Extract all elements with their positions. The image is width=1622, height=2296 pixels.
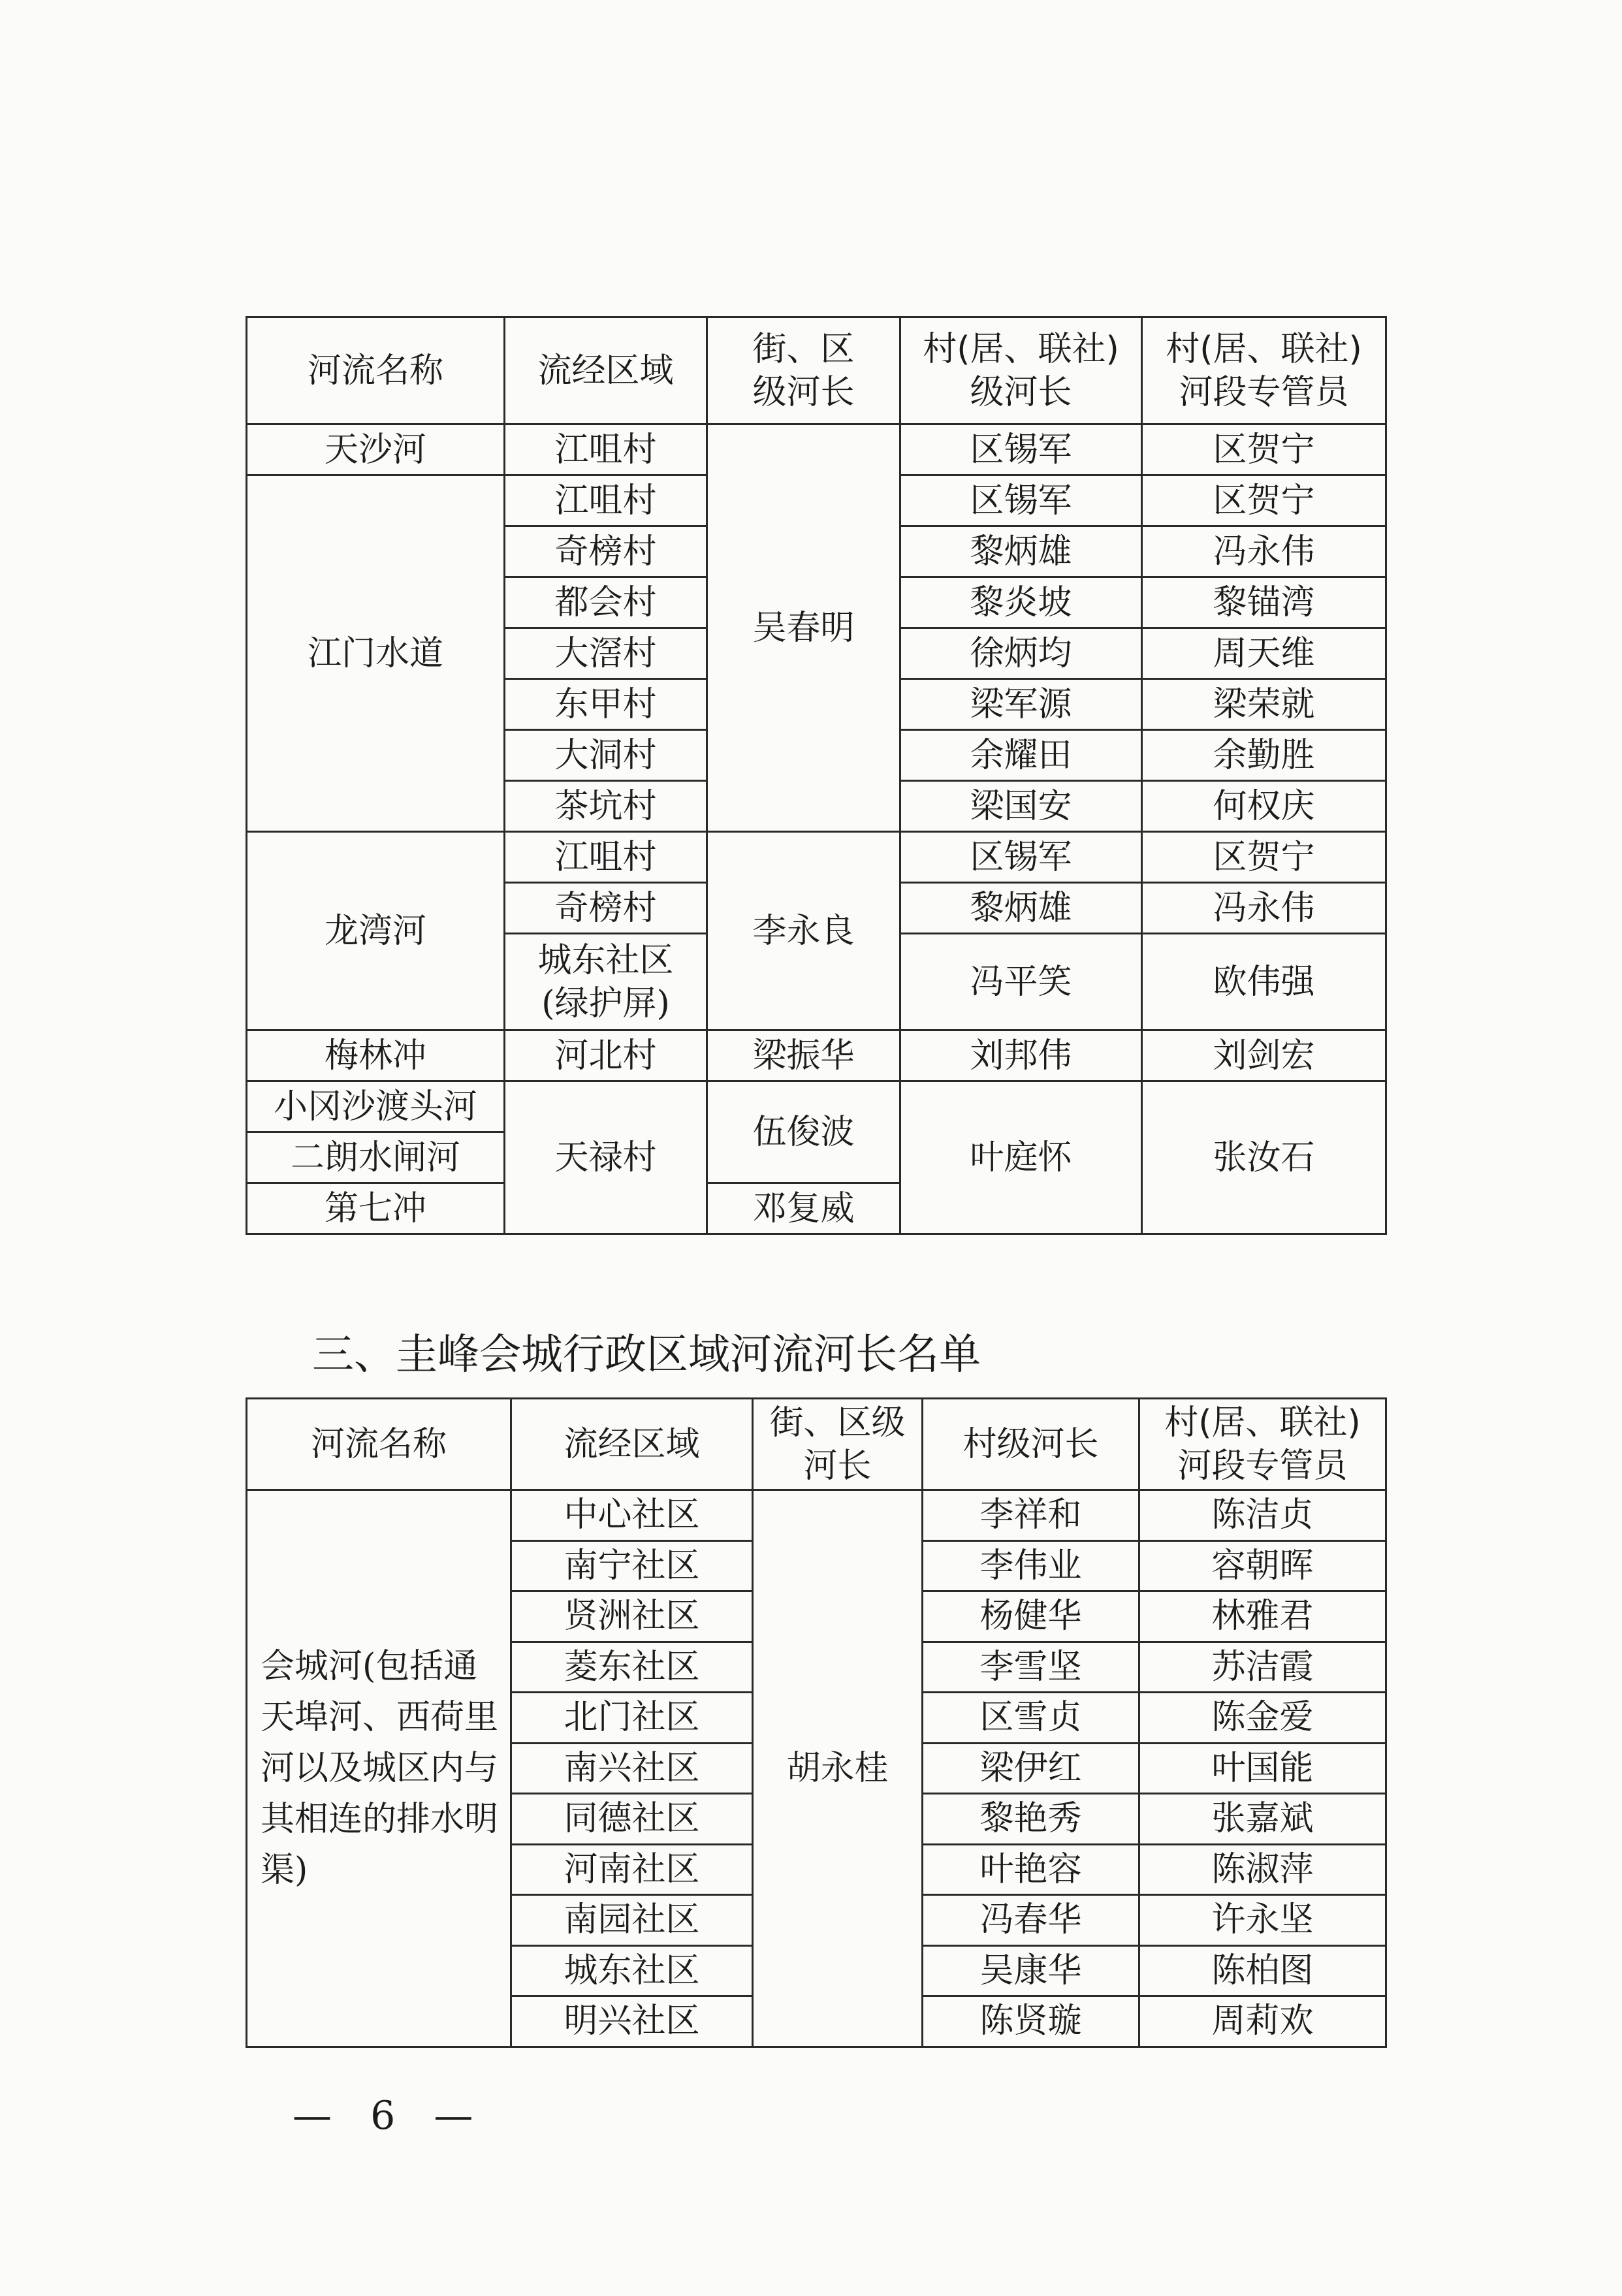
area-cell: 北门社区: [511, 1693, 753, 1744]
manager-cell: 何权庆: [1142, 781, 1386, 832]
table-row: [247, 1081, 1386, 1132]
river-chief-table-2: [246, 1397, 1387, 2048]
area-cell: 奇榜村: [505, 526, 707, 577]
area-cell: 同德社区: [511, 1794, 753, 1845]
manager-cell: 陈淑萍: [1139, 1844, 1386, 1895]
village-chief-cell: 叶艳容: [923, 1844, 1139, 1895]
manager-cell: 冯永伟: [1142, 883, 1386, 934]
village-chief-cell: 叶庭怀: [900, 1081, 1142, 1234]
area-cell: 东甲村: [505, 679, 707, 730]
area-cell: 南宁社区: [511, 1540, 753, 1591]
village-chief-cell: 梁国安: [900, 781, 1142, 832]
manager-cell: 冯永伟: [1142, 526, 1386, 577]
district-chief-cell: 伍俊波: [707, 1081, 900, 1183]
manager-cell: 陈柏图: [1139, 1945, 1386, 1996]
manager-cell: 周天维: [1142, 628, 1386, 679]
area-cell: 城东社区: [511, 1945, 753, 1996]
page-number: [293, 2090, 473, 2142]
table-row: [247, 832, 1386, 883]
area-cell: 都会村: [505, 577, 707, 628]
header-river-name: 河流名称: [247, 317, 505, 424]
village-chief-cell: 黎炳雄: [900, 883, 1142, 934]
manager-cell: 周莉欢: [1139, 1996, 1386, 2047]
header-village-chief: 村(居、联社)级河长: [900, 317, 1142, 424]
village-chief-cell: 李祥和: [923, 1490, 1139, 1541]
table-row: [247, 1490, 1386, 1541]
header-area: 流经区域: [505, 317, 707, 424]
area-cell: 南兴社区: [511, 1743, 753, 1794]
village-chief-cell: 梁伊红: [923, 1743, 1139, 1794]
village-chief-cell: 区锡军: [900, 832, 1142, 883]
header-village-chief: 村级河长: [923, 1399, 1139, 1490]
area-cell: 奇榜村: [505, 883, 707, 934]
district-chief-cell: 邓复威: [707, 1183, 900, 1234]
area-cell: 南园社区: [511, 1895, 753, 1946]
district-chief-cell: 吴春明: [707, 424, 900, 832]
area-cell: 明兴社区: [511, 1996, 753, 2047]
village-chief-cell: 李雪坚: [923, 1642, 1139, 1693]
district-chief-cell: 梁振华: [707, 1030, 900, 1081]
river-name: 天沙河: [247, 424, 505, 475]
header-section-manager: 村(居、联社)河段专管员: [1139, 1399, 1386, 1490]
district-chief-cell: 胡永桂: [753, 1490, 923, 2047]
village-chief-cell: 余耀田: [900, 730, 1142, 781]
area-cell: 大滘村: [505, 628, 707, 679]
header-river-name: 河流名称: [247, 1399, 511, 1490]
village-chief-cell: 区锡军: [900, 475, 1142, 526]
manager-cell: 区贺宁: [1142, 832, 1386, 883]
village-chief-cell: 徐炳均: [900, 628, 1142, 679]
manager-cell: 苏洁霞: [1139, 1642, 1386, 1693]
table-row: [247, 424, 1386, 475]
river-name: 梅林冲: [247, 1030, 505, 1081]
manager-cell: 容朝晖: [1139, 1540, 1386, 1591]
manager-cell: 林雅君: [1139, 1591, 1386, 1642]
river-name: 第七冲: [247, 1183, 505, 1234]
area-cell: 江咀村: [505, 475, 707, 526]
village-chief-cell: 黎炳雄: [900, 526, 1142, 577]
river-name: 龙湾河: [247, 832, 505, 1030]
manager-cell: 黎锚湾: [1142, 577, 1386, 628]
village-chief-cell: 黎艳秀: [923, 1794, 1139, 1845]
page-dash-left: —: [293, 2093, 332, 2139]
village-chief-cell: 黎炎坡: [900, 577, 1142, 628]
header-district-chief: 街、区级河长: [753, 1399, 923, 1490]
river-name: 会城河(包括通天埠河、西荷里河以及城区内与其相连的排水明渠): [247, 1490, 511, 2047]
area-cell: 城东社区(绿护屏): [505, 934, 707, 1030]
village-chief-cell: 冯平笑: [900, 934, 1142, 1030]
area-cell: 茶坑村: [505, 781, 707, 832]
river-chief-table-1: [246, 316, 1387, 1235]
section-title: 三、圭峰会城行政区域河流河长名单: [312, 1331, 981, 1379]
area-cell: 贤洲社区: [511, 1591, 753, 1642]
village-chief-cell: 区锡军: [900, 424, 1142, 475]
area-cell: 河南社区: [511, 1844, 753, 1895]
river-name: 小冈沙渡头河: [247, 1081, 505, 1132]
manager-cell: 欧伟强: [1142, 934, 1386, 1030]
village-chief-cell: 刘邦伟: [900, 1030, 1142, 1081]
village-chief-cell: 陈贤璇: [923, 1996, 1139, 2047]
manager-cell: 许永坚: [1139, 1895, 1386, 1946]
header-area: 流经区域: [511, 1399, 753, 1490]
manager-cell: 余勤胜: [1142, 730, 1386, 781]
manager-cell: 叶国能: [1139, 1743, 1386, 1794]
area-cell: 中心社区: [511, 1490, 753, 1541]
manager-cell: 区贺宁: [1142, 475, 1386, 526]
manager-cell: 梁荣就: [1142, 679, 1386, 730]
table-header-row: [247, 317, 1386, 424]
area-cell: 江咀村: [505, 424, 707, 475]
area-cell: 菱东社区: [511, 1642, 753, 1693]
header-district-chief: 街、区级河长: [707, 317, 900, 424]
area-cell: 江咀村: [505, 832, 707, 883]
village-chief-cell: 李伟业: [923, 1540, 1139, 1591]
table-row: [247, 1030, 1386, 1081]
page-dash-right: —: [434, 2093, 473, 2139]
manager-cell: 区贺宁: [1142, 424, 1386, 475]
river-name: 二朗水闸河: [247, 1132, 505, 1183]
header-section-manager: 村(居、联社)河段专管员: [1142, 317, 1386, 424]
village-chief-cell: 杨健华: [923, 1591, 1139, 1642]
river-name: 江门水道: [247, 475, 505, 832]
village-chief-cell: 吴康华: [923, 1945, 1139, 1996]
village-chief-cell: 冯春华: [923, 1895, 1139, 1946]
manager-cell: 张嘉斌: [1139, 1794, 1386, 1845]
manager-cell: 陈金爱: [1139, 1693, 1386, 1744]
manager-cell: 张汝石: [1142, 1081, 1386, 1234]
village-chief-cell: 梁军源: [900, 679, 1142, 730]
area-cell: 天禄村: [505, 1081, 707, 1234]
table-header-row: [247, 1399, 1386, 1490]
page-number-value: 6: [370, 2093, 396, 2139]
district-chief-cell: 李永良: [707, 832, 900, 1030]
village-chief-cell: 区雪贞: [923, 1693, 1139, 1744]
manager-cell: 刘剑宏: [1142, 1030, 1386, 1081]
manager-cell: 陈洁贞: [1139, 1490, 1386, 1541]
area-cell: 大洞村: [505, 730, 707, 781]
area-cell: 河北村: [505, 1030, 707, 1081]
